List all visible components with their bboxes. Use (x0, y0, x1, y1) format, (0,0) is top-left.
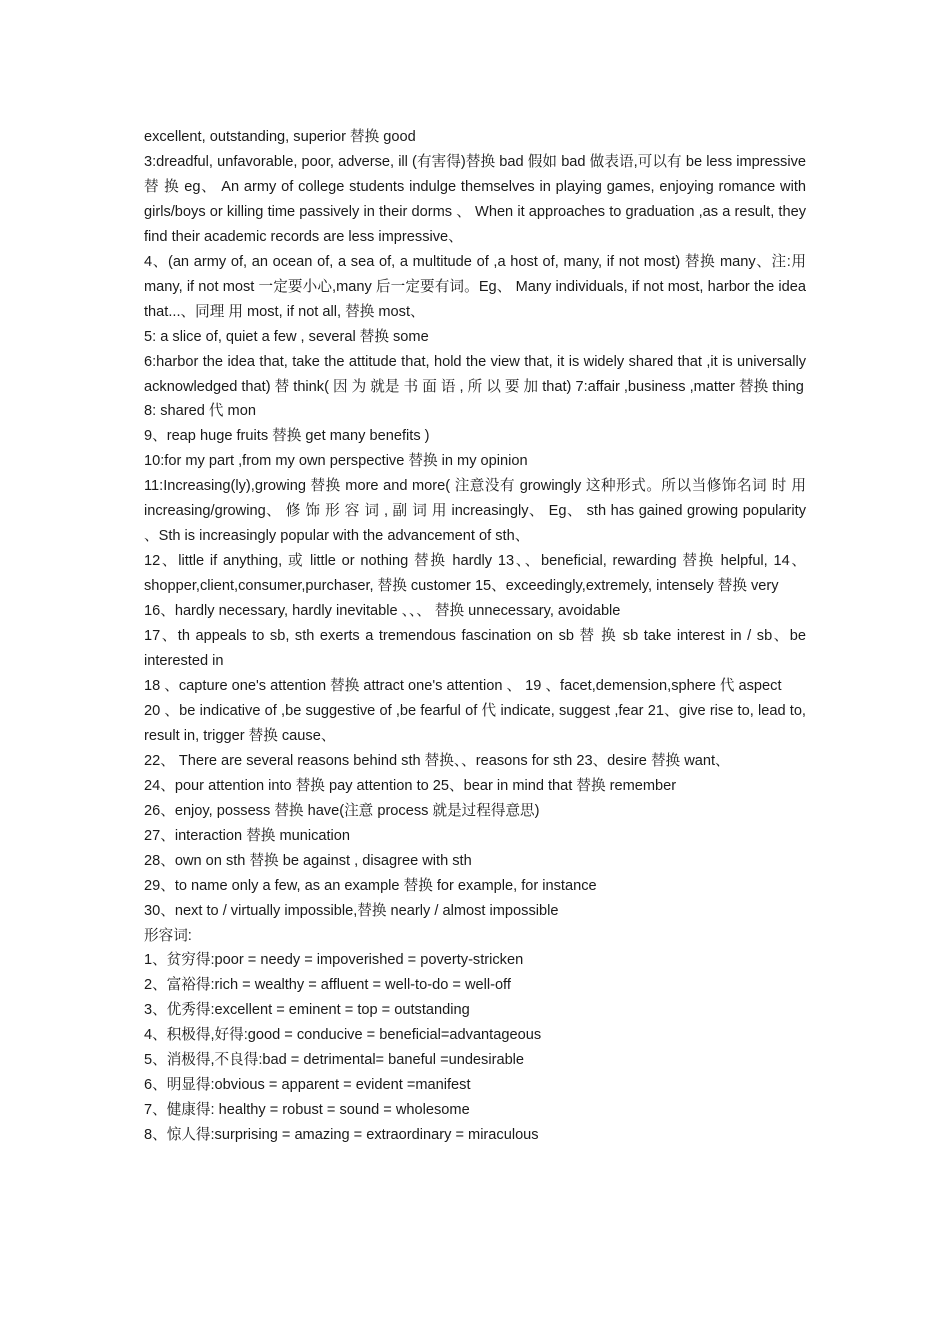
adjective-item-surprising: 8、惊人得:surprising = amazing = extraordinary = miraculous (144, 1127, 539, 1144)
paragraph-28-own-on: 28、own on sth 替换 be against , disagree with sth (144, 852, 472, 869)
paragraph-9-reap: 9、reap huge fruits 替换 get many benefits ) (144, 428, 430, 445)
paragraph-27-interaction: 27、interaction 替换 munication (144, 827, 351, 844)
paragraph-4-army: 4、(an army of, an ocean of, a sea of, a multitude of ,a host of, many, if not most) 替换 many、注:用 many, if not most 一定要小心,many 后一定要有词。Eg、 Many individuals, if not most, harbor the idea that...、同理 用 most, if not all, 替换 most、 (144, 253, 806, 320)
adjective-item-good: 4、积极得,好得:good = conducive = beneficial=advantageous (144, 1027, 542, 1044)
adjective-item-poor: 1、贫穷得:poor = needy = impoverished = poverty-stricken (144, 952, 524, 969)
paragraph-10-for-my-part: 10:for my part ,from my own perspective 替换 in my opinion (144, 453, 528, 470)
paragraph-26-enjoy: 26、enjoy, possess 替换 have(注意 process 就是过程得意思) (144, 802, 540, 819)
adjective-item-bad: 5、消极得,不良得:bad = detrimental= baneful =undesirable (144, 1052, 525, 1069)
paragraph-16-hardly: 16、hardly necessary, hardly inevitable 、、、 替换 unnecessary, avoidable (144, 603, 621, 620)
adjective-item-rich: 2、富裕得:rich = wealthy = affluent = well-to-do = well-off (144, 977, 511, 994)
paragraph-29-name: 29、to name only a few, as an example 替换 for example, for instance (144, 877, 597, 894)
paragraph-3-dreadful: 3:dreadful, unfavorable, poor, adverse, ill (有害得)替换 bad 假如 bad 做表语,可以有 be less impressive 替 换 eg、 An army of college students indulge themselves in playing games, enjoying romance with girls/boys or killing time passively in their dorms 、 When it approaches to graduation ,as a result, they find their academic records are less impressive、 (144, 153, 806, 245)
paragraph-excellent: excellent, outstanding, superior 替换 good (144, 129, 416, 145)
paragraph-24-pour: 24、pour attention into 替换 pay attention to 25、bear in mind that 替换 remember (144, 777, 677, 794)
adjective-item-excellent: 3、优秀得:excellent = eminent = top = outstanding (144, 1002, 470, 1019)
paragraph-17-appeals: 17、th appeals to sb, sth exerts a tremendous fascination on sb 替 换 sb take interest in / sb、be interested in (144, 628, 806, 670)
paragraph-11-increasing: 11:Increasing(ly),growing 替换 more and more( 注意没有 growingly 这种形式。所以当修饰名词 时 用 increasing/growing、 修 饰 形 容 词 , 副 词 用 increasingly、 Eg、 sth has gained growing popularity 、Sth is increasingly popular with the advancement of sth、 (144, 478, 806, 545)
adjective-item-healthy: 7、健康得: healthy = robust = sound = wholesome (144, 1102, 470, 1119)
paragraph-6-harbor: 6:harbor the idea that, take the attitude that, hold the view that, it is widely shared that ,it is universally acknowledged that) 替 think( 因 为 就是 书 面 语 , 所 以 要 加 that) 7:affair ,business ,matter 替换 thing (144, 353, 806, 395)
paragraph-20-indicative: 20 、be indicative of ,be suggestive of ,be fearful of 代 indicate, suggest ,fear 21、give rise to, lead to, result in, trigger 替换 cause、 (144, 702, 806, 744)
paragraph-5-slice: 5: a slice of, quiet a few , several 替换 some (144, 328, 429, 345)
paragraph-8-shared: 8: shared 代 mon (144, 403, 256, 420)
paragraph-12-little: 12、little if anything, 或 little or nothing 替换 hardly 13、、beneficial, rewarding 替换 helpful, 14、shopper,client,consumer,purchaser, 替换 customer 15、exceedingly,extremely, intensely 替换 very (144, 553, 806, 595)
paragraph-22-reasons: 22、 There are several reasons behind sth 替换、、reasons for sth 23、desire 替换 want、 (144, 752, 730, 769)
adjective-item-obvious: 6、明显得:obvious = apparent = evident =manifest (144, 1077, 471, 1094)
document-page (144, 125, 806, 1148)
adjectives-heading: 形容词: (144, 927, 192, 944)
paragraph-18-capture: 18 、capture one's attention 替换 attract one's attention 、 19 、facet,demension,sphere 代 aspect (144, 677, 782, 694)
paragraph-30-next-to: 30、next to / virtually impossible,替换 nearly / almost impossible (144, 902, 559, 919)
